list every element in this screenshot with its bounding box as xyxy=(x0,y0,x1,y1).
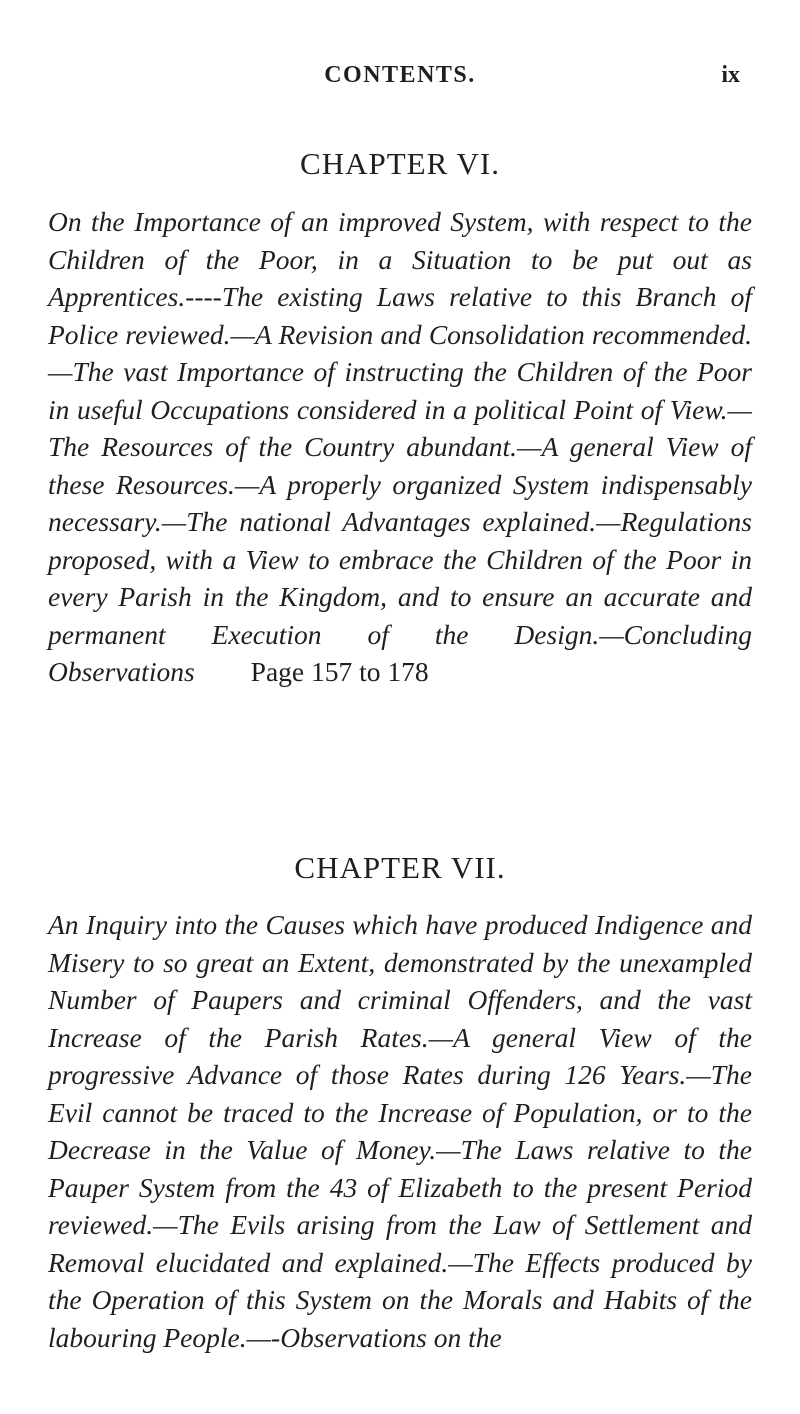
chapter-summary-text: An Inquiry into the Causes which have produced Indigence and Misery to so great an Extent, demonstrated by the unexampled Number of Paupers and criminal Offenders, and the vast Increase of the Parish Rates.—A general View of the progressive Advance of those Rates during 126 Years.—The Evil cannot be traced to the Increase of Population, or to the Decrease in the Value of Money.—The Laws relative to the Pauper System from the 43 of Elizabeth to the present Period reviewed.—The Evils arising from the Law of Settlement and Removal elucidated and explained.—The Effects produced by the Operation of this System on the Morals and Habits of the labouring People.—-Observations on the xyxy=(48,909,752,1353)
chapter-heading-vii: CHAPTER VII. xyxy=(294,850,506,885)
page-range: 157 to 178 xyxy=(311,656,429,687)
running-title: CONTENTS. xyxy=(324,62,476,88)
chapter-summary-vi xyxy=(48,203,752,691)
chapter-summary-vii xyxy=(48,906,752,1356)
chapter-heading-vi: CHAPTER VI. xyxy=(300,146,500,181)
page-number: ix xyxy=(721,62,740,88)
page-label: Page xyxy=(250,656,305,687)
chapter-summary-text: On the Importance of an improved System, with respect to the Children of the Poor, in a Situation to be put out as Apprentices.----The existing Laws relative to this Branch of Police reviewed.—A Revision and Consolidation recommended.—The vast Importance of instructing the Children of the Poor in useful Occupations considered in a political Point of View.—The Resources of the Country abundant.—A general View of these Resources.—A properly organized System indispensably necessary.—The national Advantages explained.—Regulations proposed, with a View to embrace the Children of the Poor in every Parish in the Kingdom, and to ensure an accurate and permanent Execution of the Design.—Concluding Observations xyxy=(48,206,752,687)
page-reference xyxy=(251,656,429,687)
running-head xyxy=(0,62,800,92)
